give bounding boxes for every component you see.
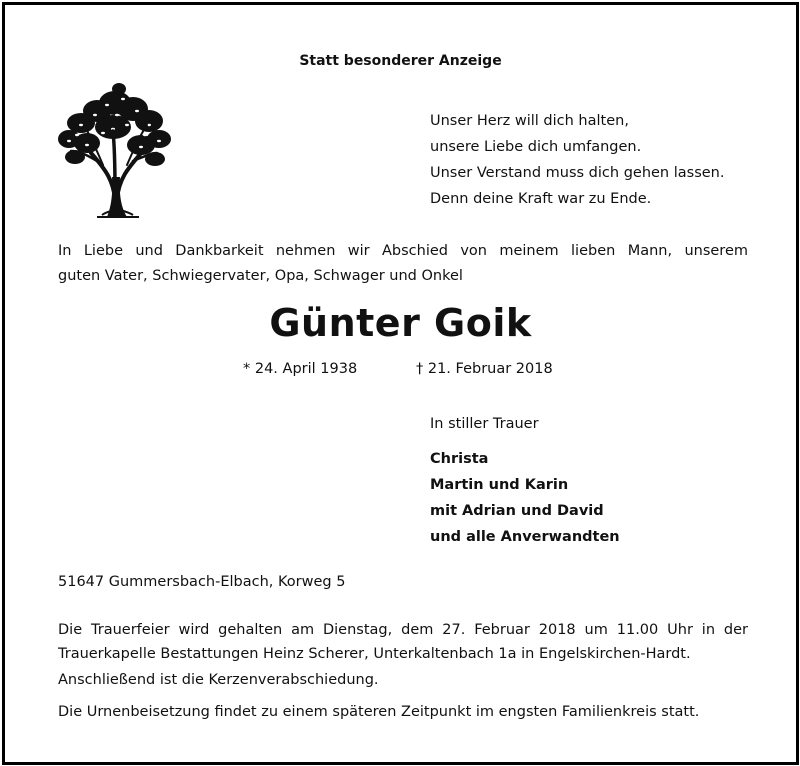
mourners-list (430, 446, 620, 550)
birth-date: * 24. April 1938 (243, 361, 358, 377)
poem (430, 108, 724, 212)
notice-header: Statt besonderer Anzeige (299, 53, 502, 69)
poem-line: Unser Herz will dich halten, (430, 113, 629, 129)
mourning-lead: In stiller Trauer (430, 416, 539, 432)
tree-icon (57, 81, 173, 219)
mourner-name: Martin und Karin (430, 477, 569, 493)
urn-burial-note: Die Urnenbeisetzung findet zu einem späteren Zeitpunkt im engsten Familienkreis statt. (58, 704, 700, 720)
candle-farewell-note: Anschließend ist die Kerzenverabschiedung. (58, 672, 379, 688)
intro-line: guten Vater, Schwiegervater, Opa, Schwager und Onkel (58, 268, 463, 284)
mourner-name: und alle Anverwandten (430, 529, 620, 545)
ceremony-line: Die Trauerfeier wird gehalten am Dienstag, dem 27. Februar 2018 um 11.00 Uhr in der (58, 622, 748, 638)
poem-line: unsere Liebe dich umfangen. (430, 139, 642, 155)
poem-line: Denn deine Kraft war zu Ende. (430, 191, 652, 207)
ceremony-info (58, 618, 748, 666)
poem-line: Unser Verstand muss dich gehen lassen. (430, 165, 725, 181)
mourner-name: mit Adrian und David (430, 503, 604, 519)
intro-text (58, 239, 748, 289)
intro-line: In Liebe und Dankbarkeit nehmen wir Abschied von meinem lieben Mann, unserem (58, 243, 748, 259)
deceased-name: Günter Goik (269, 301, 532, 345)
mourner-name: Christa (430, 451, 489, 467)
death-date: † 21. Februar 2018 (416, 361, 553, 377)
family-address: 51647 Gummersbach-Elbach, Korweg 5 (58, 574, 346, 590)
obituary-notice (2, 2, 799, 765)
ceremony-line: Trauerkapelle Bestattungen Heinz Scherer, Unterkaltenbach 1a in Engelskirchen-Hardt. (58, 646, 691, 662)
